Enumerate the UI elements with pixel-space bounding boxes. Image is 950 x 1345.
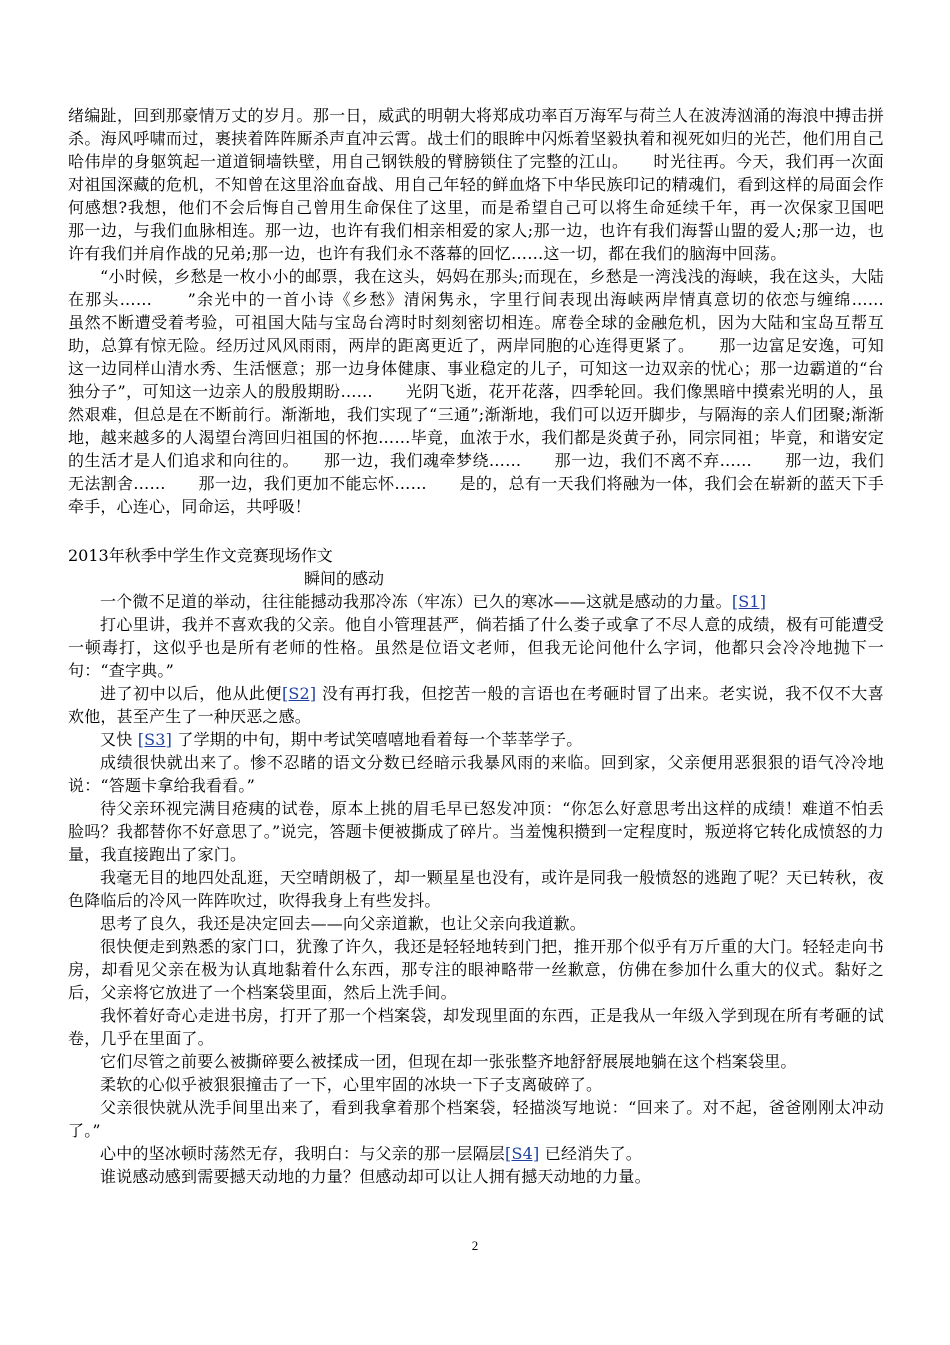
paragraph-text: 一个微不足道的举动，往往能撼动我那冷冻（牢冻）已久的寒冰——这就是感动的力量。 bbox=[100, 592, 732, 611]
spacer bbox=[68, 518, 884, 544]
essay-title: 瞬间的感动 bbox=[304, 569, 385, 588]
essay-paragraph bbox=[68, 682, 884, 728]
contest-line: 2013年秋季中学生作文竞赛现场作文 bbox=[68, 546, 333, 565]
essay-paragraph: 它们尽管之前要么被撕碎要么被揉成一团，但现在却一张张整齐地舒舒展展地躺在这个档案袋里。 bbox=[100, 1052, 797, 1071]
essay-paragraph: 待父亲环视完满目疮痍的试卷，原本上挑的眉毛早已怒发冲顶：“你怎么好意思考出这样的成绩！难道不怕丢脸吗？我都替你不好意思了。”说完，答题卡便被撕成了碎片。当羞愧积攒到一定程度时，叛逆将它转化成愤怒的力量，我直接跑出了家门。 bbox=[68, 799, 884, 864]
essay-paragraph: 很快便走到熟悉的家门口，犹豫了许久，我还是轻轻地转到门把，推开那个似乎有万斤重的大门。轻轻走向书房，却看见父亲在极为认真地黏着什么东西，那专注的眼神略带一丝歉意，仿佛在参加什么重大的仪式。黏好之后，父亲将它放进了一个档案袋里面，然后上洗手间。 bbox=[68, 937, 884, 1002]
paragraph-text: 心中的坚冰顿时荡然无存，我明白：与父亲的那一层隔层 bbox=[100, 1144, 506, 1163]
comment-ref-s1[interactable]: [S1] bbox=[731, 592, 767, 611]
comment-ref-s2[interactable]: [S2] bbox=[281, 684, 317, 703]
essay-paragraph: 打心里讲，我并不喜欢我的父亲。他自小管理甚严，倘若插了什么娄子或拿了不尽人意的成绩，极有可能遭受一顿毒打，这似乎也是所有老师的性格。虽然是位语文老师，但我无论问他什么字词，他都只会冷冷地抛下一句：“查字典。” bbox=[68, 615, 884, 680]
essay-paragraph: 谁说感动感到需要撼天动地的力量？但感动却可以让人拥有撼天动地的力量。 bbox=[100, 1167, 651, 1186]
essay-paragraph: 成绩很快就出来了。惨不忍睹的语文分数已经暗示我暴风雨的来临。回到家，父亲便用恶狠狠的语气冷冷地说：“答题卡拿给我看看。” bbox=[68, 753, 884, 795]
body-paragraph: 绪编趾，回到那豪情万丈的岁月。那一日，威武的明朝大将郑成功率百万海军与荷兰人在波涛汹涌的海浪中搏击拼杀。海风呼啸而过，裹挟着阵阵厮杀声直冲云霄。战士们的眼眸中闪烁着坚毅执着和视死如归的光芒，他们用自己哈伟岸的身躯筑起一道道铜墙铁壁，用自己钢铁般的臂膀锁住了完整的江山。 时光往再。今天，我们再一次面对祖国深藏的危机，不知曾在这里浴血奋战、用自己年轻的鲜血烙下中华民族印记的精魂们，看到这样的局面会作何感想?我想，他们不会后悔自己曾用生命保住了这里，而是希望自己可以将生命延续千年，再一次保家卫国吧 那一边，与我们血脉相连。那一边，也许有我们相亲相爱的家人;那一边，也许有我们海誓山盟的爱人;那一边，也许有我们并肩作战的兄弟;那一边，也许有我们永不落幕的回忆……这一切，都在我们的脑海中回荡。 bbox=[68, 106, 917, 263]
essay-paragraph: 我怀着好奇心走进书房，打开了那一个档案袋，却发现里面的东西，正是我从一年级入学到现在所有考砸的试卷，几乎在里面了。 bbox=[68, 1006, 884, 1048]
essay-paragraph: 父亲很快就从洗手间里出来了，看到我拿着那个档案袋，轻描淡写地说：“回来了。对不起，爸爸刚刚太冲动了。” bbox=[68, 1098, 884, 1140]
essay-paragraph: 我毫无目的地四处乱逛，天空晴朗极了，却一颗星星也没有，或许是同我一般愤怒的逃跑了呢？天已转秋，夜色降临后的冷风一阵阵吹过，吹得我身上有些发抖。 bbox=[68, 868, 884, 910]
body-paragraph: “小时候，乡愁是一枚小小的邮票，我在这头，妈妈在那头;而现在，乡愁是一湾浅浅的海峡，我在这头，大陆在那头…… ”余光中的一首小诗《乡愁》清闲隽永，字里行间表现出海峡两岸情真意切的依恋与缠绵…… 虽然不断遭受着考验，可祖国大陆与宝岛台湾时时刻刻密切相连。席卷全球的金融危机，因为大陆和宝岛互帮互助，总算有惊无险。经历过风风雨雨，两岸的距离更近了，两岸同胞的心连得更紧了。 那一边富足安逸，可知这一边同样山清水秀、生活惬意；那一边身体健康、事业稳定的儿子，可知这一边双亲的忧心；那一边霸道的“台独分子”，可知这一边亲人的殷殷期盼…… 光阴飞逝，花开花落，四季轮回。我们像黑暗中摸索光明的人，虽然艰难，但总是在不断前行。渐渐地，我们实现了“三通”;渐渐地，我们可以迈开脚步，与隔海的亲人们团聚;渐渐地，越来越多的人渴望台湾回归祖国的怀抱……毕竟，血浓于水，我们都是炎黄子孙，同宗同祖；毕竟，和谐安定的生活才是人们追求和向往的。 那一边，我们魂牵梦绕…… 那一边，我们不离不弃…… 那一边，我们无法割舍…… 那一边，我们更加不能忘怀…… 是的，总有一天我们将融为一体，我们会在崭新的蓝天下手牵手，心连心，同命运，共呼吸！ bbox=[68, 267, 917, 516]
essay-paragraph bbox=[68, 728, 884, 751]
essay-paragraph bbox=[68, 590, 884, 613]
page-number: 2 bbox=[471, 1238, 479, 1253]
comment-ref-s3[interactable]: [S3] bbox=[137, 730, 173, 749]
essay-paragraph bbox=[68, 1142, 884, 1165]
comment-ref-s4[interactable]: [S4] bbox=[505, 1144, 540, 1163]
paragraph-text: 了学期的中旬，期中考试笑嘻嘻地看着每一个莘莘学子。 bbox=[172, 730, 583, 749]
document-page bbox=[68, 104, 917, 1188]
paragraph-text: 已经消失了。 bbox=[539, 1144, 642, 1163]
paragraph-text: 进了初中以后，他从此便 bbox=[100, 684, 282, 703]
essay-paragraph: 柔软的心似乎被狠狠撞击了一下，心里牢固的冰块一下子支离破碎了。 bbox=[100, 1075, 603, 1094]
essay-paragraph: 思考了良久，我还是决定回去——向父亲道歉，也让父亲向我道歉。 bbox=[100, 914, 587, 933]
paragraph-text: 又快 bbox=[100, 730, 138, 749]
paragraph-text: 没有再打我，但挖苦一般的言语也在考砸时冒了出来。老实说，我不仅不大喜欢他，甚至产生了一种厌恶之感。 bbox=[68, 684, 884, 726]
